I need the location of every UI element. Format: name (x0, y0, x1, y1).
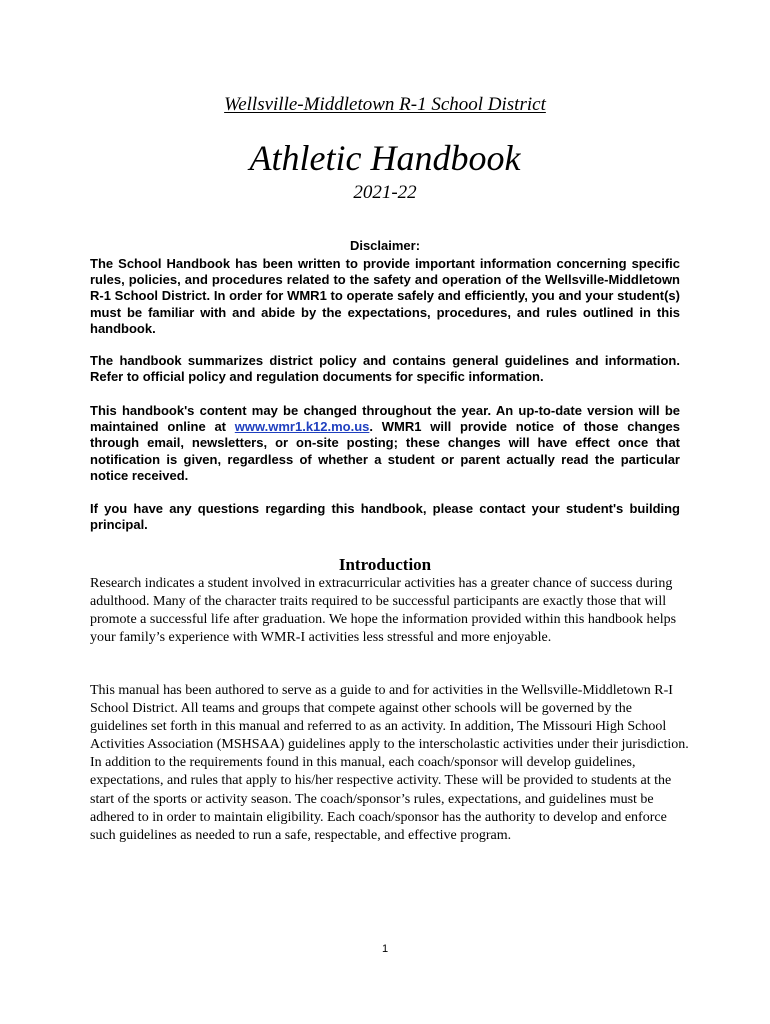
disclaimer-p3-text-before: This handbook's content may be changed throughout the year. An up-to-date version will be maintained online at (90, 403, 680, 435)
school-year: 2021-22 (353, 182, 417, 203)
disclaimer-paragraph-3 (90, 403, 680, 484)
introduction-paragraph-2: This manual has been authored to serve as a guide to and for activities in the Wellsville-Middletown R-I School District. All teams and groups that compete against other schools will be governed by the guidelines set forth in this manual and referred to as an activity. In addition, The Missouri High School Activities Association (MSHSAA) guidelines apply to the interscholastic activities under their jurisdiction. In addition to the requirements found in this manual, each coach/sponsor will develop guidelines, expectations, and rules that apply to his/her respective activity. These will be provided to students at the start of the sports or activity season. The coach/sponsor’s rules, expectations, and guidelines must be adhered to in order to maintain eligibility. Each coach/sponsor has the authority to develop and enforce such guidelines as needed to run a safe, respectable, and effective program. (90, 683, 689, 843)
disclaimer-paragraph-1: The School Handbook has been written to provide important information concerning specific rules, policies, and procedures related to the safety and operation of the Wellsville-Middletown R-1 School District. In order for WMR1 to operate safely and efficiently, you and your student(s) must be familiar with and abide by the expectations, procedures, and rules outlined in this handbook. (90, 256, 680, 336)
document-title: Athletic Handbook (249, 138, 521, 178)
district-name: Wellsville-Middletown R-1 School District (224, 94, 546, 115)
introduction-heading: Introduction (338, 555, 432, 574)
disclaimer-paragraph-2: The handbook summarizes district policy and contains general guidelines and information. Refer to official policy and regulation documents for specific information. (90, 353, 680, 385)
introduction-paragraph-1: Research indicates a student involved in extracurricular activities has a greater chance of success during adulthood. Many of the character traits required to be successful participants are exactly those that will promote a successful life after graduation. We hope the information provided within this handbook helps your family’s experience with WMR-I activities less stressful and more enjoyable. (90, 576, 677, 646)
page-number: 1 (381, 943, 389, 955)
disclaimer-p3-text-after: . WMR1 will provide notice of those changes through email, newsletters, or on-site posting; these changes will have effect once that notification is given, regardless of whether a student or parent actually read the particular notice received. (90, 419, 681, 483)
district-website-link[interactable]: www.wmr1.k12.mo.us (234, 419, 370, 435)
document-page (90, 0, 689, 1024)
disclaimer-heading: Disclaimer: (349, 238, 421, 253)
disclaimer-paragraph-4: If you have any questions regarding this handbook, please contact your student's building principal. (90, 501, 680, 533)
